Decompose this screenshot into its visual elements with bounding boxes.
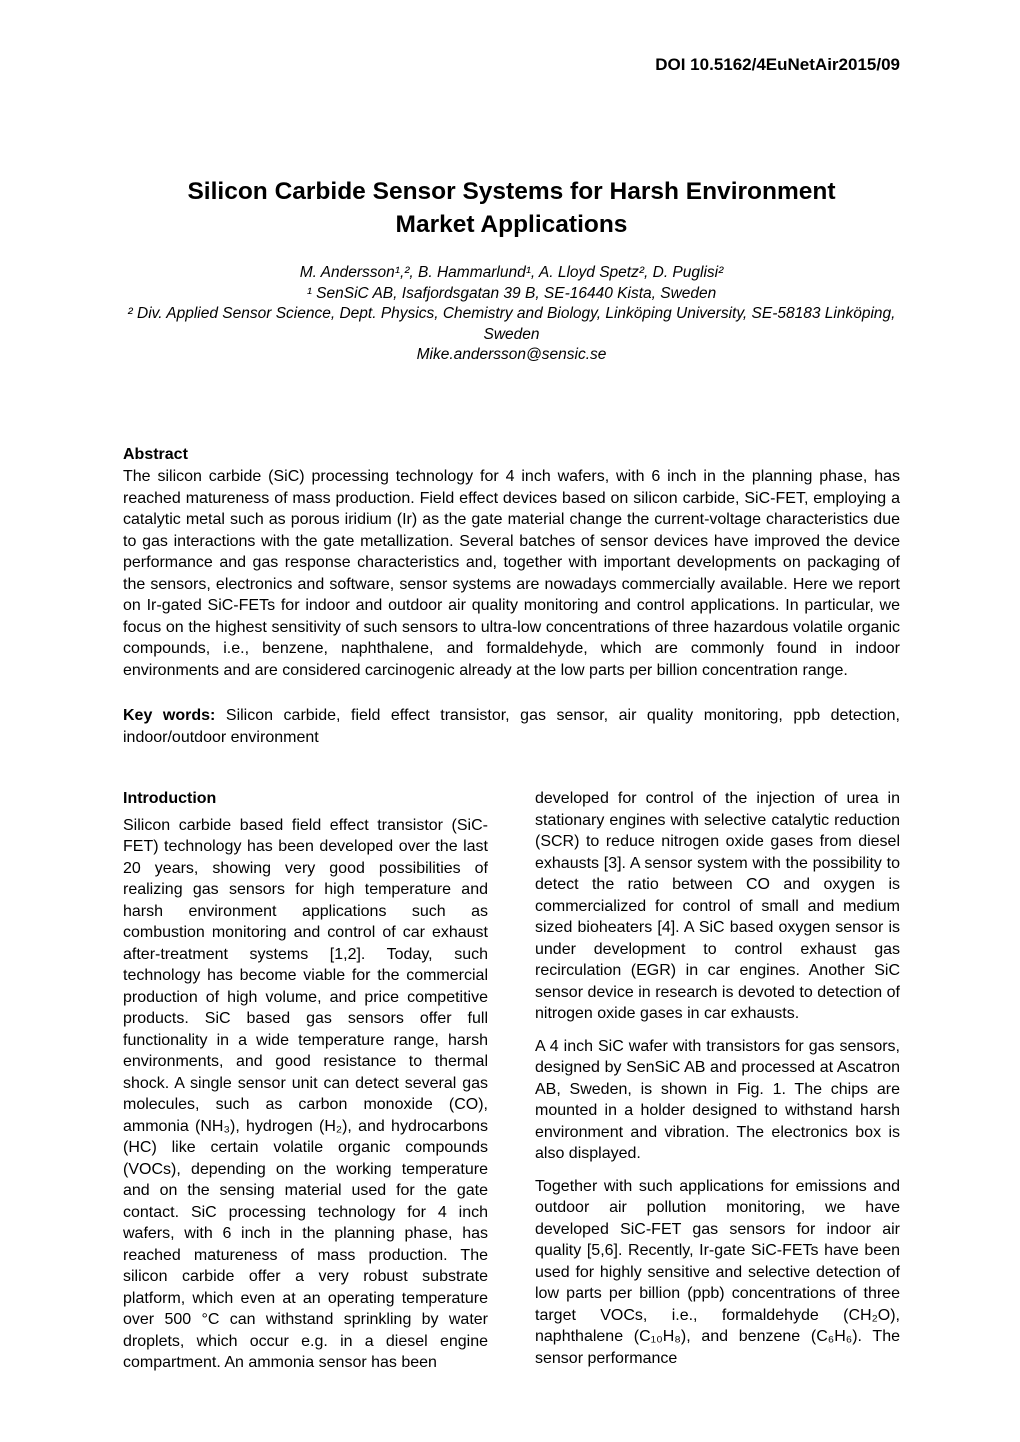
affiliation-2: ² Div. Applied Sensor Science, Dept. Physics, Chemistry and Biology, Linköping University, SE-58183 Linköping, Sweden (127, 305, 896, 343)
abstract-section (123, 444, 900, 682)
affiliation-1: ¹ SenSiC AB, Isafjordsgatan 39 B, SE-16440 Kista, Sweden (306, 284, 717, 302)
left-column (123, 788, 488, 1385)
abstract-body: The silicon carbide (SiC) processing technology for 4 inch wafers, with 6 inch in the planning phase, has reached matureness of mass production. Field effect devices based on silicon carbide, SiC-FET, employing a catalytic metal such as porous iridium (Ir) as the gate material change the current-voltage characteristics due to gas interactions with the gate metallization. Several batches of sensor devices have improved the device performance and gas response characteristics and, together with important developments on packaging of the sensors, electronics and software, sensor systems are nowadays commercially available. Here we report on Ir-gated SiC-FETs for indoor and outdoor air quality monitoring and control applications. In particular, we focus on the highest sensitivity of such sensors to ultra-low concentrations of three hazardous volatile organic compounds, i.e., benzene, naphthalene, and formaldehyde, which are commonly found in indoor environments and are considered carcinogenic already at the low parts per billion concentration range. (123, 468, 900, 679)
paper-title: Silicon Carbide Sensor Systems for Harsh Environment Market Applications (187, 178, 836, 238)
keywords-text: Silicon carbide, field effect transistor, gas sensor, air quality monitoring, ppb detection, indoor/outdoor environment (123, 707, 901, 746)
keywords-line (123, 705, 900, 748)
keywords-label: Key words: (123, 707, 216, 724)
authors-line: M. Andersson¹,², B. Hammarlund¹, A. Lloyd Spetz², D. Puglisi² (299, 264, 724, 281)
introduction-paragraph: Silicon carbide based field effect transistor (SiC-FET) technology has been developed over the last 20 years, showing very good possibilities of realizing gas sensors for high temperature and harsh environment applications such as combustion monitoring and control of car exhaust after-treatment systems [1,2]. Today, such technology has become viable for the commercial production of high volume, and price competitive products. SiC based gas sensors offer full functionality in a wide temperature range, harsh environments, and good resistance to thermal shock. A single sensor unit can detect several gas molecules, such as carbon monoxide (CO), ammonia (NH₃), hydrogen (H₂), and hydrocarbons (HC) like certain volatile organic compounds (VOCs), depending on the working temperature and on the sensing material used for the gate contact. SiC processing technology for 4 inch wafers, with 6 inch in the planning phase, has reached matureness of mass production. The silicon carbide offer a very robust substrate platform, which even at an operating temperature over 500 °C can withstand sprinkling by water droplets, which occur e.g. in a diesel engine compartment. An ammonia sensor has been (123, 816, 488, 1371)
right-paragraph-1: developed for control of the injection of urea in stationary engines with selective catalytic reduction (SCR) to reduce nitrogen oxide gases from diesel exhausts [3]. A sensor system with the possibility to detect the ratio between CO and oxygen is commercialized for control of small and medium sized bioheaters [4]. A SiC based oxygen sensor is under development to control exhaust gas recirculation (EGR) in car engines. Another SiC sensor device in research is devoted to detection of nitrogen oxide gases in car exhausts. (535, 790, 900, 1022)
introduction-heading: Introduction (123, 790, 217, 807)
email: Mike.andersson@sensic.se (416, 346, 607, 363)
doi: DOI 10.5162/4EuNetAir2015/09 (655, 55, 900, 74)
right-paragraph-2: A 4 inch SiC wafer with transistors for gas sensors, designed by SenSiC AB and processed at Ascatron AB, Sweden, is shown in Fig. 1. The chips are mounted in a holder designed to withstand harsh environment and vibration. The electronics box is also displayed. (535, 1037, 900, 1162)
two-column-body (123, 788, 900, 1385)
abstract-heading: Abstract (123, 445, 188, 463)
right-column (535, 788, 900, 1385)
authors-block (123, 263, 900, 366)
right-paragraph-3: Together with such applications for emissions and outdoor air pollution monitoring, we have developed SiC-FET gas sensors for indoor air quality [5,6]. Recently, Ir-gate SiC-FETs have been used for highly sensitive and selective detection of low parts per billion (ppb) concentrations of three target VOCs, i.e., formaldehyde (CH₂O), naphthalene (C₁₀H₈), and benzene (C₆H₆). The sensor performance (535, 1177, 900, 1367)
